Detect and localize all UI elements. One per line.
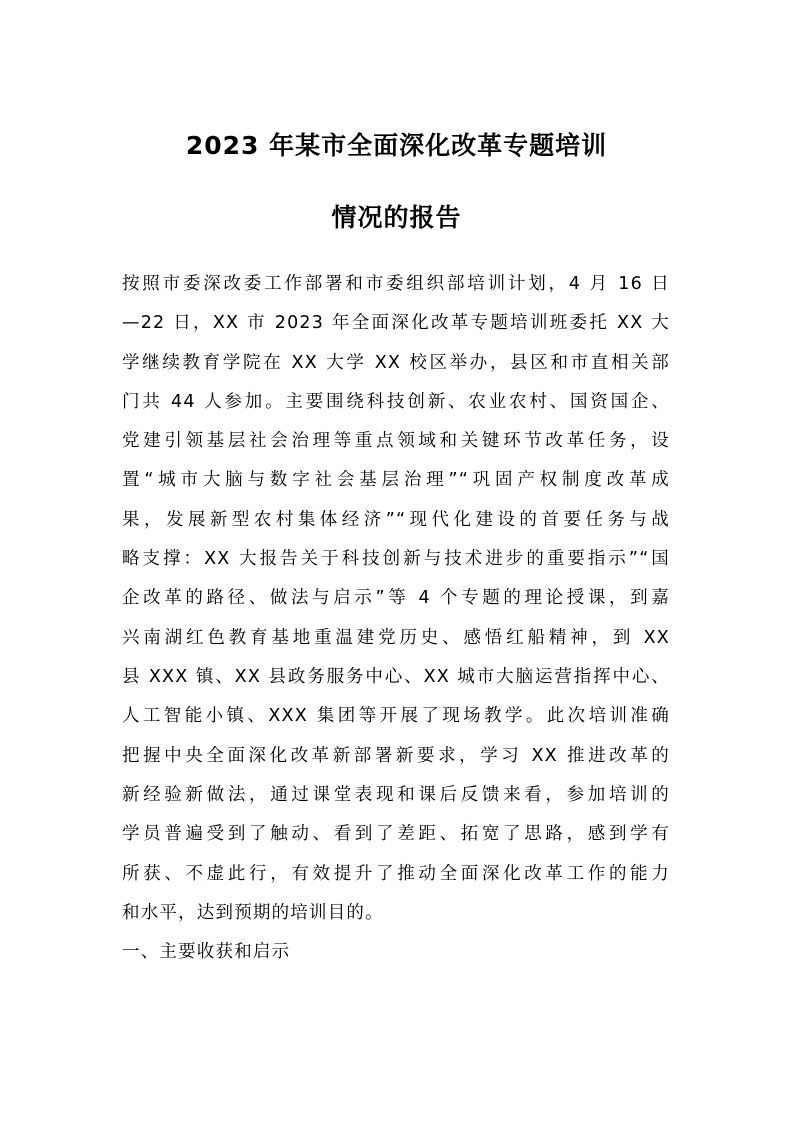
paragraph-line: 门共 44 人参加。主要围绕科技创新、农业农村、国资国企、 xyxy=(122,392,670,412)
paragraph-line: 企改革的路径、做法与启示”等 4 个专题的理论授课，到嘉 xyxy=(122,588,670,608)
paragraph-line: 略支撑：XX 大报告关于科技创新与技术进步的重要指示”“国 xyxy=(122,549,670,569)
document-title-line-2: 情况的报告 xyxy=(331,203,462,232)
paragraph-line: 兴南湖红色教育基地重温建党历史、感悟红船精神，到 XX xyxy=(122,628,670,648)
paragraph-line: 按照市委深改委工作部署和市委组织部培训计划，4 月 16 日 xyxy=(122,274,670,294)
section-heading: 一、主要收获和启示 xyxy=(122,942,291,962)
document-title-line-1: 2023 年某市全面深化改革专题培训 xyxy=(185,131,608,160)
paragraph-line: 把握中央全面深化改革新部署新要求，学习 XX 推进改革的 xyxy=(122,746,670,766)
paragraph-line-last: 和水平，达到预期的培训目的。 xyxy=(122,903,384,923)
paragraph-line: 党建引领基层社会治理等重点领域和关键环节改革任务，设 xyxy=(122,431,670,451)
paragraph-line: 人工智能小镇、XXX 集团等开展了现场教学。此次培训准确 xyxy=(122,706,670,726)
paragraph-line: 县 XXX 镇、XX 县政务服务中心、XX 城市大脑运营指挥中心、 xyxy=(122,667,670,687)
paragraph-line: 置“城市大脑与数字社会基层治理”“巩固产权制度改革成 xyxy=(122,470,670,490)
paragraph-line: 新经验新做法，通过课堂表现和课后反馈来看，参加培训的 xyxy=(122,785,670,805)
paragraph-line: 所获、不虚此行，有效提升了推动全面深化改革工作的能力 xyxy=(122,864,670,884)
paragraph-line: 学继续教育学院在 XX 大学 XX 校区举办，县区和市直相关部 xyxy=(122,353,670,373)
paragraph-line: —22 日，XX 市 2023 年全面深化改革专题培训班委托 XX 大 xyxy=(122,313,670,333)
paragraph-line: 学员普遍受到了触动、看到了差距、拓宽了思路，感到学有 xyxy=(122,824,670,844)
paragraph-line: 果，发展新型农村集体经济”“现代化建设的首要任务与战 xyxy=(122,510,670,530)
